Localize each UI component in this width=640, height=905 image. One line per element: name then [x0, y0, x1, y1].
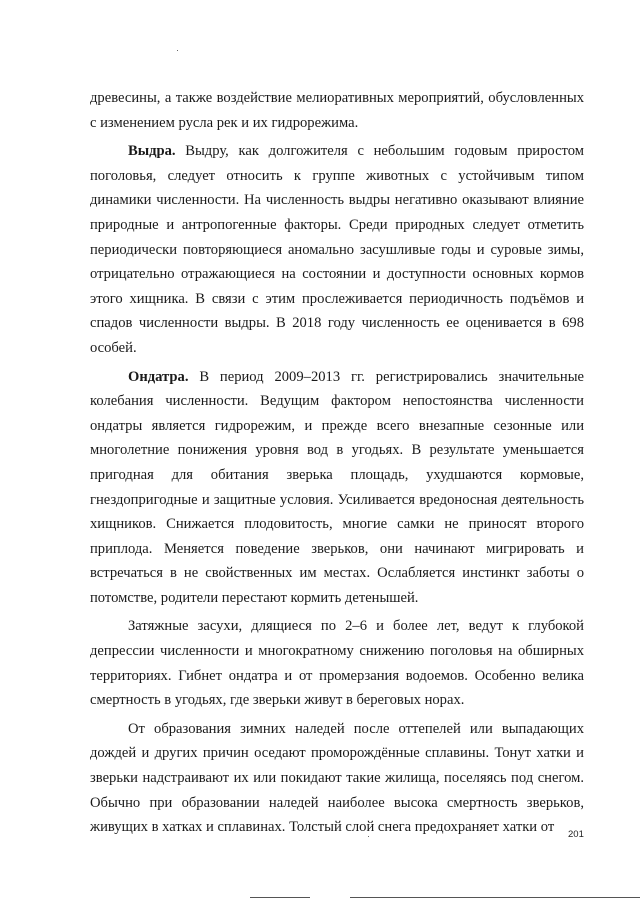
paragraph-ice [90, 717, 584, 840]
page-number: 201 [568, 829, 584, 840]
scan-edge-line [250, 897, 310, 898]
paragraph-muskrat [90, 365, 584, 611]
body-text [90, 86, 584, 840]
paragraph-lead: Ондатра. [128, 368, 189, 385]
paragraph-drought [90, 614, 584, 712]
paragraph-1 [90, 86, 584, 135]
paragraph-otter [90, 139, 584, 360]
paragraph-text: древесины, а также воздействие мелиоративных мероприятий, обусловленных с изменением русла рек и их гидрорежима. [90, 90, 584, 131]
scan-artifact [177, 50, 178, 51]
paragraph-lead: Выдра. [128, 143, 176, 160]
paragraph-text: От образования зимних наледей после оттепелей или выпадающих дождей и других причин оседают проморождённые сплавины. Тонут хатки и зверьки надстраивают их или покидают такие жилища, поселяясь под снегом. Обычно при образовании наледей наиболее высока смертность зверьков, живущих в хатках и сплавинах. Толстый слой снега предохраняет хатки от [90, 720, 584, 836]
paragraph-text: Затяжные засухи, длящиеся по 2–6 и более лет, ведут к глубокой депрессии численности и многократному снижению поголовья на обширных территориях. Гибнет ондатра и от промерзания водоемов. Особенно велика смертность в угодьях, где зверьки живут в береговых норах. [90, 618, 584, 709]
scan-edge-line [350, 897, 640, 898]
paragraph-text: В период 2009–2013 гг. регистрировались значительные колебания численности. Ведущим фактором непостоянства численности ондатры является гидрорежим, и прежде всего внезапные сезонные или многолетние понижения уровня вод в угодьях. В результате уменьшается пригодная для обитания зверька площадь, ухудшаются кормовые, гнездопригодные и защитные условия. Усиливается вредоносная деятельность хищников. Снижается плодовитость, многие самки не приносят второго приплода. Меняется поведение зверьков, они начинают мигрировать и встречаться в не свойственных им местах. Ослабляется инстинкт заботы о потомстве, родители перестают кормить детенышей. [90, 368, 584, 606]
paragraph-text: Выдру, как долгожителя с небольшим годовым приростом поголовья, следует относить к группе животных с устойчивым типом динамики численности. На численность выдры негативно оказывают влияние природные и антропогенные факторы. Среди природных следует отметить периодически повторяющиеся аномально засушливые годы и суровые зимы, отрицательно отражающиеся на состоянии и доступности основных кормов этого хищника. В связи с этим прослеживается периодичность подъёмов и спадов численности выдры. В 2018 году численность ее оценивается в 698 особей. [90, 143, 584, 356]
